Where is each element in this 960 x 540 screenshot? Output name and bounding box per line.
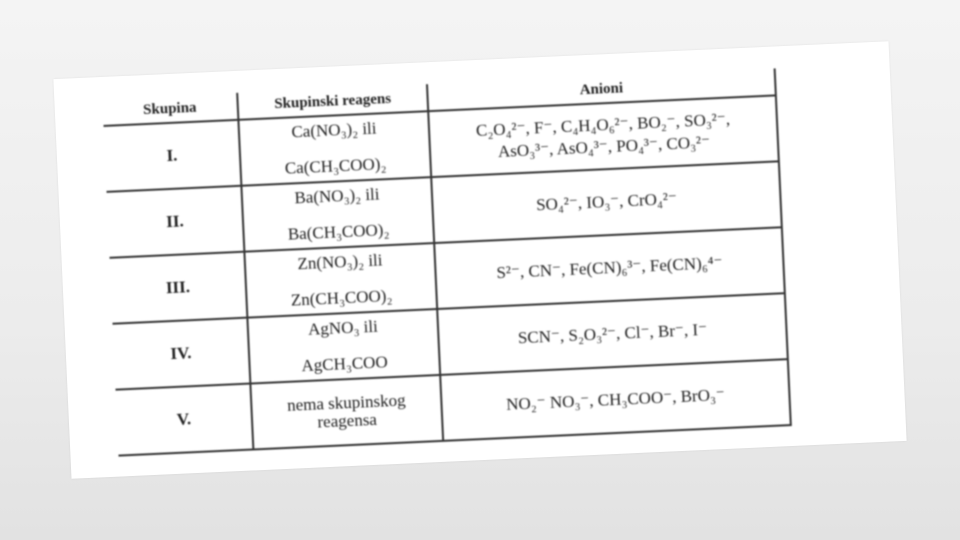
group-cell: IV. [113,318,251,390]
reagent-line: Ba(NO₃)₂ ili [294,184,380,208]
anions-line: SCN⁻, S₂O₃²⁻, Cl⁻, Br⁻, I⁻ [517,319,708,348]
anions-line: C₂O₄²⁻, F⁻, C₄H₄O₆²⁻, BO₂⁻, SO₃²⁻, [475,109,731,141]
reagent-line: Zn(NO₃)₂ ili [297,250,383,274]
header-anions: Anioni [427,68,776,111]
reagent-cell [244,243,437,318]
anions-line: AsO₃³⁻, AsO₄³⁻, PO₄³⁻, CO₃²⁻ [497,132,711,162]
anions-line: NO₂⁻ NO₃⁻, CH₃COO⁻, BrO₃⁻ [505,385,726,414]
reagent-line: Ba(CH₃COO)₂ [287,220,390,244]
anions-line: S²⁻, CN⁻, Fe(CN)₆³⁻, Fe(CN)₆⁴⁻ [496,253,723,283]
group-cell: II. [107,186,245,258]
reagent-line: Ca(NO₃)₂ ili [291,118,377,142]
table-wrapper [102,68,792,456]
group-cell: I. [104,120,242,192]
reagent-line: Zn(CH₃COO)₂ [290,286,393,310]
reagent-cell [250,375,443,450]
reagent-line: reagensa [317,409,378,432]
reagent-cell [241,177,434,252]
group-cell: III. [110,252,248,324]
reagent-cell [238,111,431,186]
anion-groups-table [102,68,792,456]
reagent-line: Ca(CH₃COO)₂ [284,154,387,178]
reagent-line: AgNO₃ ili [307,316,379,339]
group-cell: V. [116,384,254,456]
reagent-line: nema skupinskog [286,390,406,415]
reagent-line: AgCH₃COO [301,352,389,376]
anions-line: SO₄²⁻, IO₃⁻, CrO₄²⁻ [535,189,678,215]
header-reagent: Skupinski reagens [237,84,428,120]
scanned-page [53,41,906,479]
reagent-cell [247,309,440,384]
header-group: Skupina [102,93,238,126]
